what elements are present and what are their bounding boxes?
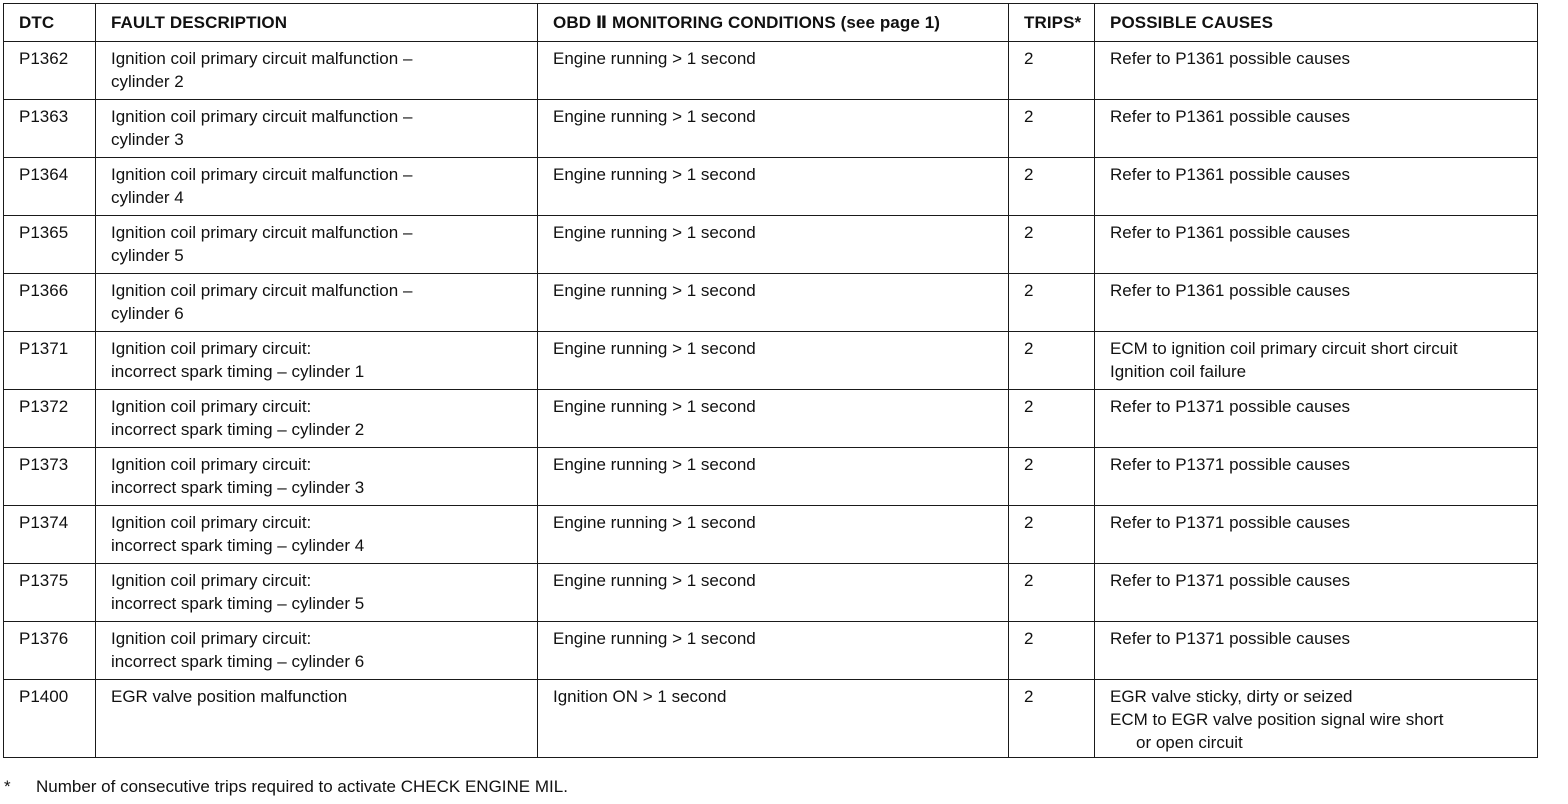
possible-cause-line: Refer to P1361 possible causes [1110, 223, 1351, 242]
fault-description-line: incorrect spark timing – cylinder 3 [111, 478, 365, 497]
cell-fault-description [96, 506, 538, 564]
cell-fault-description [96, 622, 538, 680]
possible-cause-line: Refer to P1371 possible causes [1110, 397, 1351, 416]
fault-description-line: cylinder 5 [111, 246, 184, 265]
table-header-row [4, 4, 1538, 42]
cell-fault-description [96, 680, 538, 758]
header-trips: TRIPS* [1009, 4, 1095, 42]
possible-cause-line: Refer to P1371 possible causes [1110, 571, 1351, 590]
cell-dtc-code: P1364 [4, 158, 96, 216]
footnote-mark: * [4, 777, 11, 796]
cell-possible-causes [1095, 216, 1538, 274]
fault-description-line: Ignition coil primary circuit: [111, 455, 312, 474]
header-fault-description: FAULT DESCRIPTION [96, 4, 538, 42]
possible-cause-line: ECM to EGR valve position signal wire short [1110, 710, 1444, 729]
cell-fault-description [96, 42, 538, 100]
cell-fault-description [96, 564, 538, 622]
possible-cause-line: Refer to P1371 possible causes [1110, 629, 1351, 648]
cell-trips: 2 [1009, 274, 1095, 332]
cell-trips: 2 [1009, 158, 1095, 216]
fault-description-line: cylinder 4 [111, 188, 184, 207]
cell-dtc-code: P1400 [4, 680, 96, 758]
cell-dtc-code: P1372 [4, 390, 96, 448]
cell-fault-description [96, 158, 538, 216]
cell-dtc-code: P1375 [4, 564, 96, 622]
cell-trips: 2 [1009, 622, 1095, 680]
cell-monitoring-condition: Ignition ON > 1 second [538, 680, 1009, 758]
cell-monitoring-condition: Engine running > 1 second [538, 390, 1009, 448]
cell-possible-causes [1095, 622, 1538, 680]
fault-description-line: EGR valve position malfunction [111, 687, 348, 706]
cell-dtc-code: P1365 [4, 216, 96, 274]
cell-fault-description [96, 332, 538, 390]
fault-description-line: Ignition coil primary circuit malfunction – [111, 281, 413, 300]
cell-monitoring-condition: Engine running > 1 second [538, 158, 1009, 216]
table-row [4, 274, 1538, 332]
cell-possible-causes [1095, 100, 1538, 158]
fault-description-line: Ignition coil primary circuit malfunction – [111, 165, 413, 184]
cell-trips: 2 [1009, 448, 1095, 506]
cell-trips: 2 [1009, 42, 1095, 100]
possible-cause-line: Refer to P1371 possible causes [1110, 455, 1351, 474]
cell-fault-description [96, 390, 538, 448]
table-body [4, 42, 1538, 758]
cell-dtc-code: P1374 [4, 506, 96, 564]
fault-description-line: incorrect spark timing – cylinder 4 [111, 536, 365, 555]
table-row [4, 680, 1538, 758]
table-row [4, 158, 1538, 216]
header-obd-monitoring-conditions: OBD Ⅱ MONITORING CONDITIONS (see page 1) [538, 4, 1009, 42]
fault-description-line: incorrect spark timing – cylinder 1 [111, 362, 365, 381]
cell-fault-description [96, 448, 538, 506]
fault-description-line: incorrect spark timing – cylinder 2 [111, 420, 365, 439]
possible-cause-line: EGR valve sticky, dirty or seized [1110, 687, 1353, 706]
cell-fault-description [96, 100, 538, 158]
cell-dtc-code: P1363 [4, 100, 96, 158]
fault-description-line: incorrect spark timing – cylinder 5 [111, 594, 365, 613]
possible-cause-line: Refer to P1361 possible causes [1110, 107, 1351, 126]
fault-description-line: Ignition coil primary circuit: [111, 629, 312, 648]
dtc-table [3, 3, 1538, 758]
possible-cause-line: or open circuit [1136, 733, 1243, 752]
fault-description-line: Ignition coil primary circuit malfunction – [111, 107, 413, 126]
possible-cause-line: ECM to ignition coil primary circuit short circuit [1110, 339, 1458, 358]
cell-monitoring-condition: Engine running > 1 second [538, 100, 1009, 158]
cell-trips: 2 [1009, 100, 1095, 158]
footnote [4, 775, 568, 798]
fault-description-line: cylinder 2 [111, 72, 184, 91]
cell-monitoring-condition: Engine running > 1 second [538, 622, 1009, 680]
possible-cause-line: Refer to P1361 possible causes [1110, 49, 1351, 68]
cell-dtc-code: P1373 [4, 448, 96, 506]
table-row [4, 564, 1538, 622]
fault-description-line: Ignition coil primary circuit: [111, 513, 312, 532]
cell-monitoring-condition: Engine running > 1 second [538, 332, 1009, 390]
cell-possible-causes [1095, 332, 1538, 390]
footnote-text: Number of consecutive trips required to activate CHECK ENGINE MIL. [36, 777, 568, 796]
cell-monitoring-condition: Engine running > 1 second [538, 564, 1009, 622]
cell-fault-description [96, 216, 538, 274]
fault-description-line: Ignition coil primary circuit malfunction – [111, 49, 413, 68]
cell-fault-description [96, 274, 538, 332]
fault-description-line: Ignition coil primary circuit: [111, 571, 312, 590]
cell-possible-causes [1095, 680, 1538, 758]
cell-monitoring-condition: Engine running > 1 second [538, 42, 1009, 100]
cell-possible-causes [1095, 390, 1538, 448]
possible-cause-line: Refer to P1361 possible causes [1110, 281, 1351, 300]
fault-description-line: Ignition coil primary circuit: [111, 397, 312, 416]
cell-possible-causes [1095, 564, 1538, 622]
possible-cause-line: Refer to P1361 possible causes [1110, 165, 1351, 184]
fault-description-line: cylinder 3 [111, 130, 184, 149]
cell-dtc-code: P1362 [4, 42, 96, 100]
cell-dtc-code: P1366 [4, 274, 96, 332]
fault-description-line: Ignition coil primary circuit malfunction – [111, 223, 413, 242]
cell-trips: 2 [1009, 680, 1095, 758]
cell-possible-causes [1095, 42, 1538, 100]
cell-possible-causes [1095, 274, 1538, 332]
table-row [4, 332, 1538, 390]
table-row [4, 448, 1538, 506]
possible-cause-line: Refer to P1371 possible causes [1110, 513, 1351, 532]
possible-cause-line: Ignition coil failure [1110, 362, 1247, 381]
cell-dtc-code: P1376 [4, 622, 96, 680]
cell-monitoring-condition: Engine running > 1 second [538, 448, 1009, 506]
cell-trips: 2 [1009, 506, 1095, 564]
cell-dtc-code: P1371 [4, 332, 96, 390]
fault-description-line: Ignition coil primary circuit: [111, 339, 312, 358]
table-row [4, 216, 1538, 274]
cell-possible-causes [1095, 506, 1538, 564]
table-row [4, 506, 1538, 564]
cell-trips: 2 [1009, 216, 1095, 274]
cell-possible-causes [1095, 448, 1538, 506]
table-row [4, 622, 1538, 680]
cell-trips: 2 [1009, 332, 1095, 390]
cell-monitoring-condition: Engine running > 1 second [538, 274, 1009, 332]
table-row [4, 100, 1538, 158]
header-possible-causes: POSSIBLE CAUSES [1095, 4, 1538, 42]
fault-description-line: cylinder 6 [111, 304, 184, 323]
cell-monitoring-condition: Engine running > 1 second [538, 506, 1009, 564]
cell-trips: 2 [1009, 564, 1095, 622]
table-row [4, 390, 1538, 448]
cell-monitoring-condition: Engine running > 1 second [538, 216, 1009, 274]
cell-trips: 2 [1009, 390, 1095, 448]
fault-description-line: incorrect spark timing – cylinder 6 [111, 652, 365, 671]
table-row [4, 42, 1538, 100]
cell-possible-causes [1095, 158, 1538, 216]
header-dtc: DTC [4, 4, 96, 42]
